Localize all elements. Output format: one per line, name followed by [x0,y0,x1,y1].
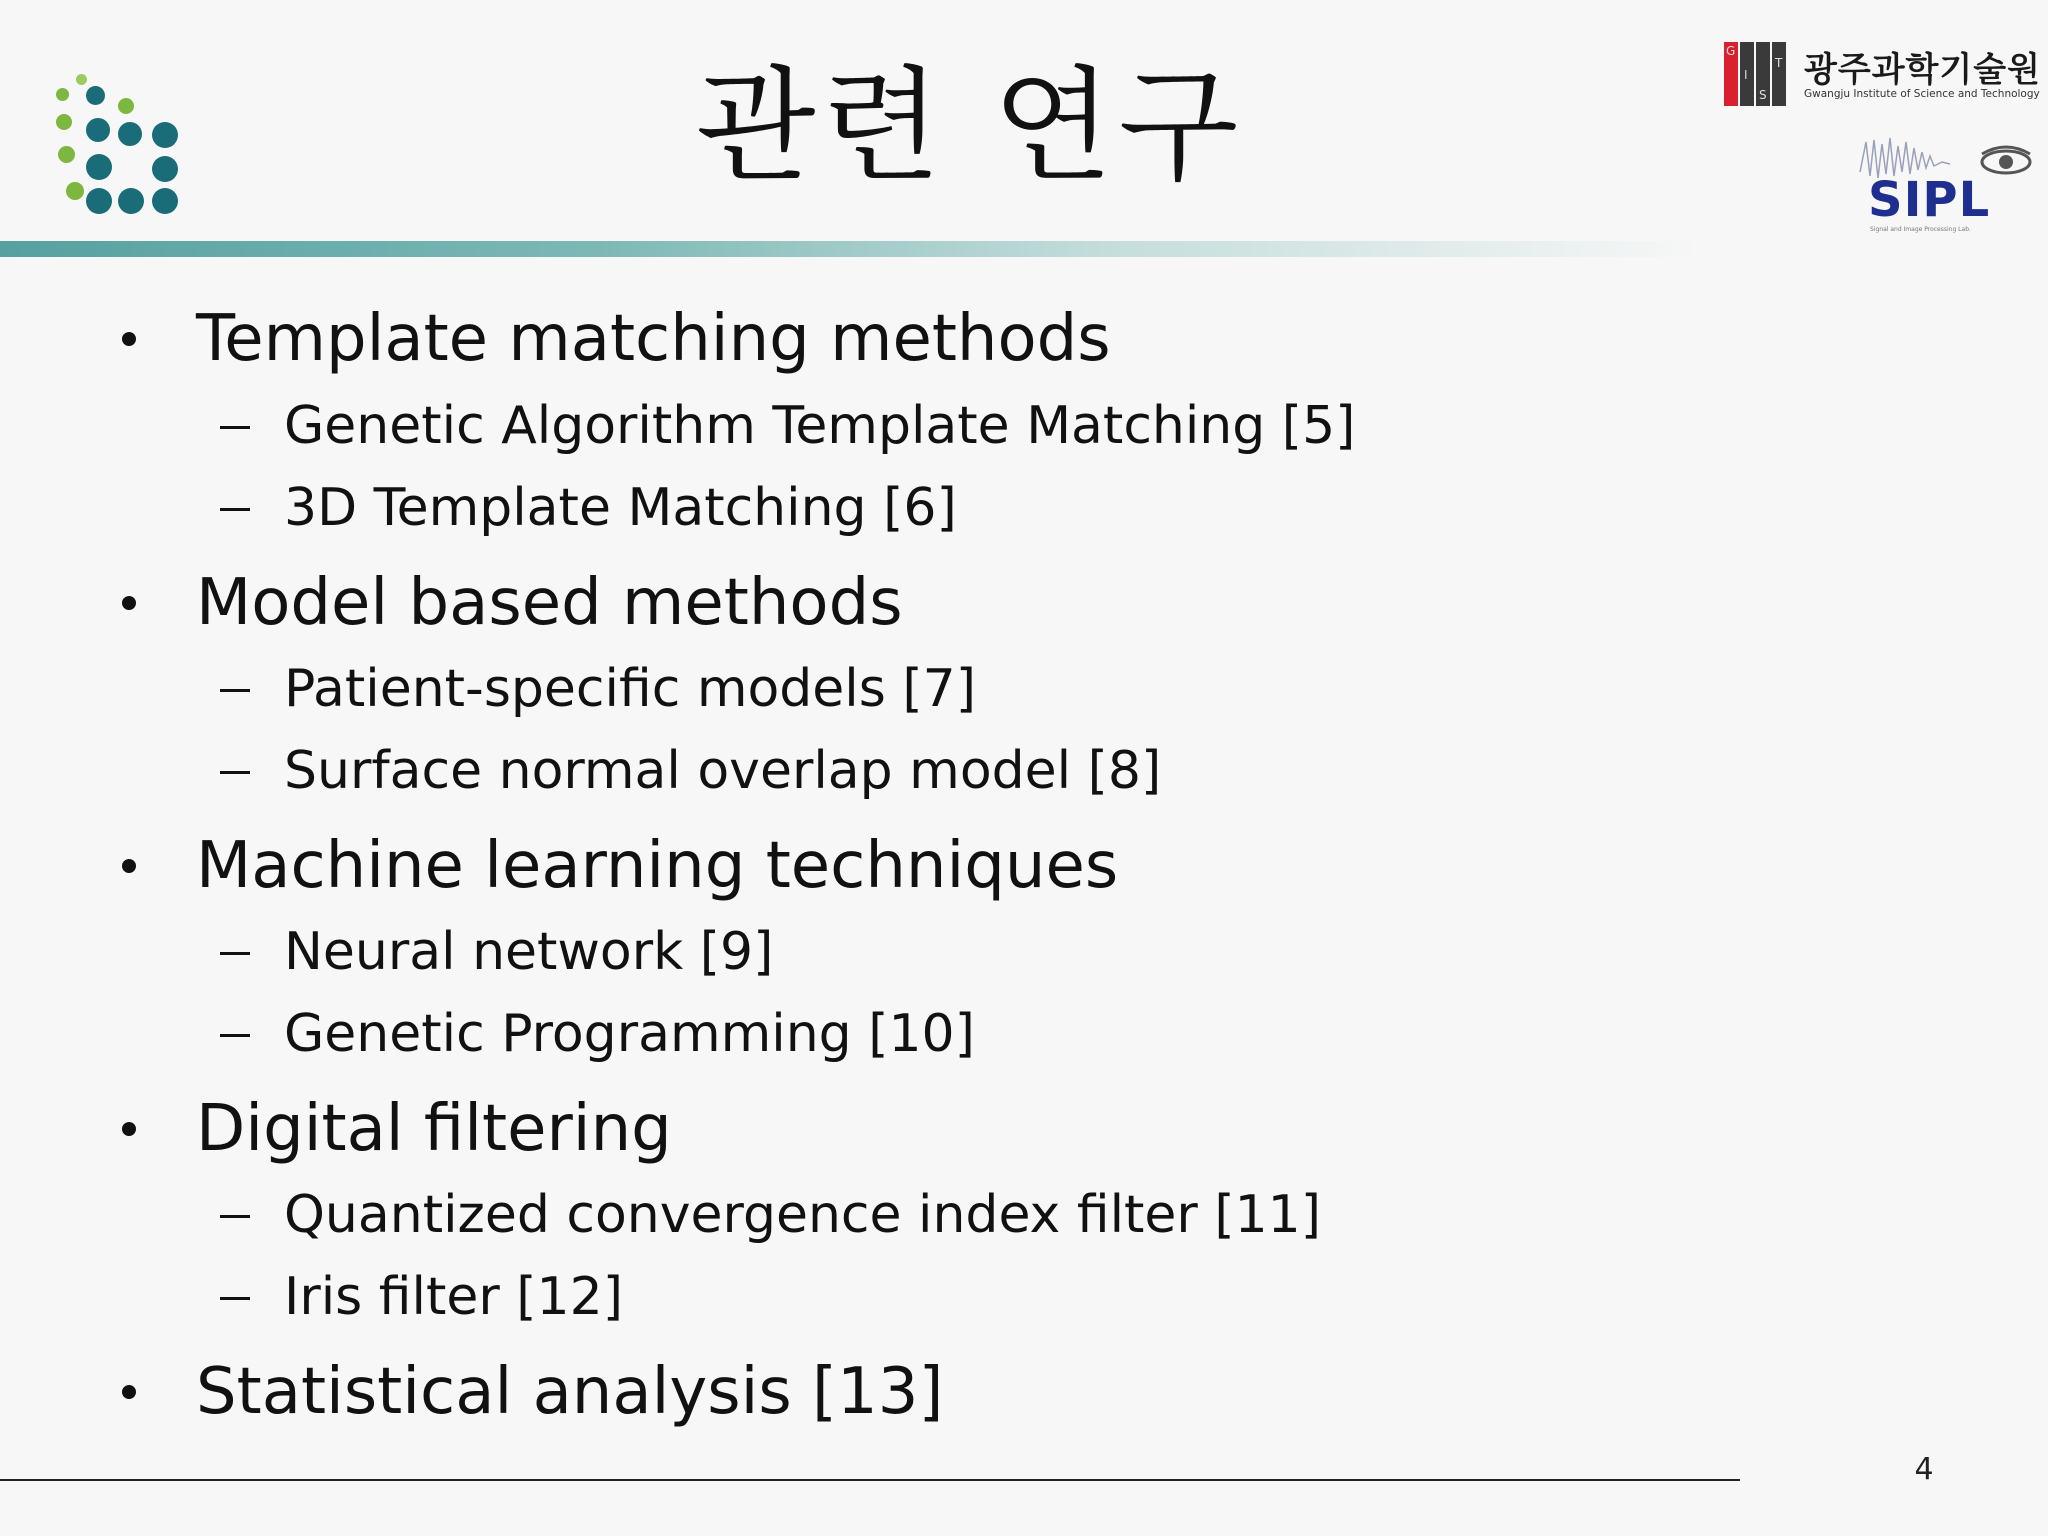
dash-marker [220,689,250,692]
sub-item: Genetic Algorithm Template Matching [5] [284,396,1356,456]
gist-letter: G [1726,44,1736,58]
bullet-item: Digital filtering [196,1092,672,1166]
page-number: 4 [1914,1452,1934,1487]
dot-logo [52,74,192,224]
dash-marker [220,1297,250,1300]
dash-marker [220,508,250,511]
gist-mark [1724,42,1786,106]
sub-item: Genetic Programming [10] [284,1004,975,1064]
gist-letter: S [1759,88,1767,102]
sipl-subtitle: Signal and Image Processing Lab. [1870,226,1971,233]
bullet-marker [122,1385,136,1399]
bullet-marker [122,1122,136,1136]
sub-item: Surface normal overlap model [8] [284,741,1162,801]
bullet-item: Template matching methods [196,302,1111,376]
dash-marker [220,771,250,774]
bullet-item: Statistical analysis [13] [196,1355,944,1429]
bullet-marker [122,596,136,610]
sub-item: Iris filter [12] [284,1267,624,1327]
sub-item: Neural network [9] [284,922,774,982]
gist-letter: I [1744,68,1748,82]
sub-item: Quantized convergence index filter [11] [284,1185,1322,1245]
gist-letter: T [1775,56,1783,70]
sub-item: Patient-specific models [7] [284,659,977,719]
dash-marker [220,1034,250,1037]
bullet-marker [122,332,136,346]
gist-korean-name: 광주과학기술원 [1804,50,2041,90]
sipl-text: SIPL [1868,172,1991,228]
sipl-logo [1856,132,2036,237]
gist-logo [1724,40,2041,110]
slide-title: 관련 연구 [695,55,1245,199]
sub-item: 3D Template Matching [6] [284,478,957,538]
bullet-item: Machine learning techniques [196,829,1119,903]
dash-marker [220,1215,250,1218]
dash-marker [220,426,250,429]
dash-marker [220,952,250,955]
header-rule [0,241,1700,257]
bullet-item: Model based methods [196,566,903,640]
bullet-marker [122,859,136,873]
footer-rule [0,1479,1740,1481]
gist-english-name: Gwangju Institute of Science and Technology [1804,88,2040,100]
